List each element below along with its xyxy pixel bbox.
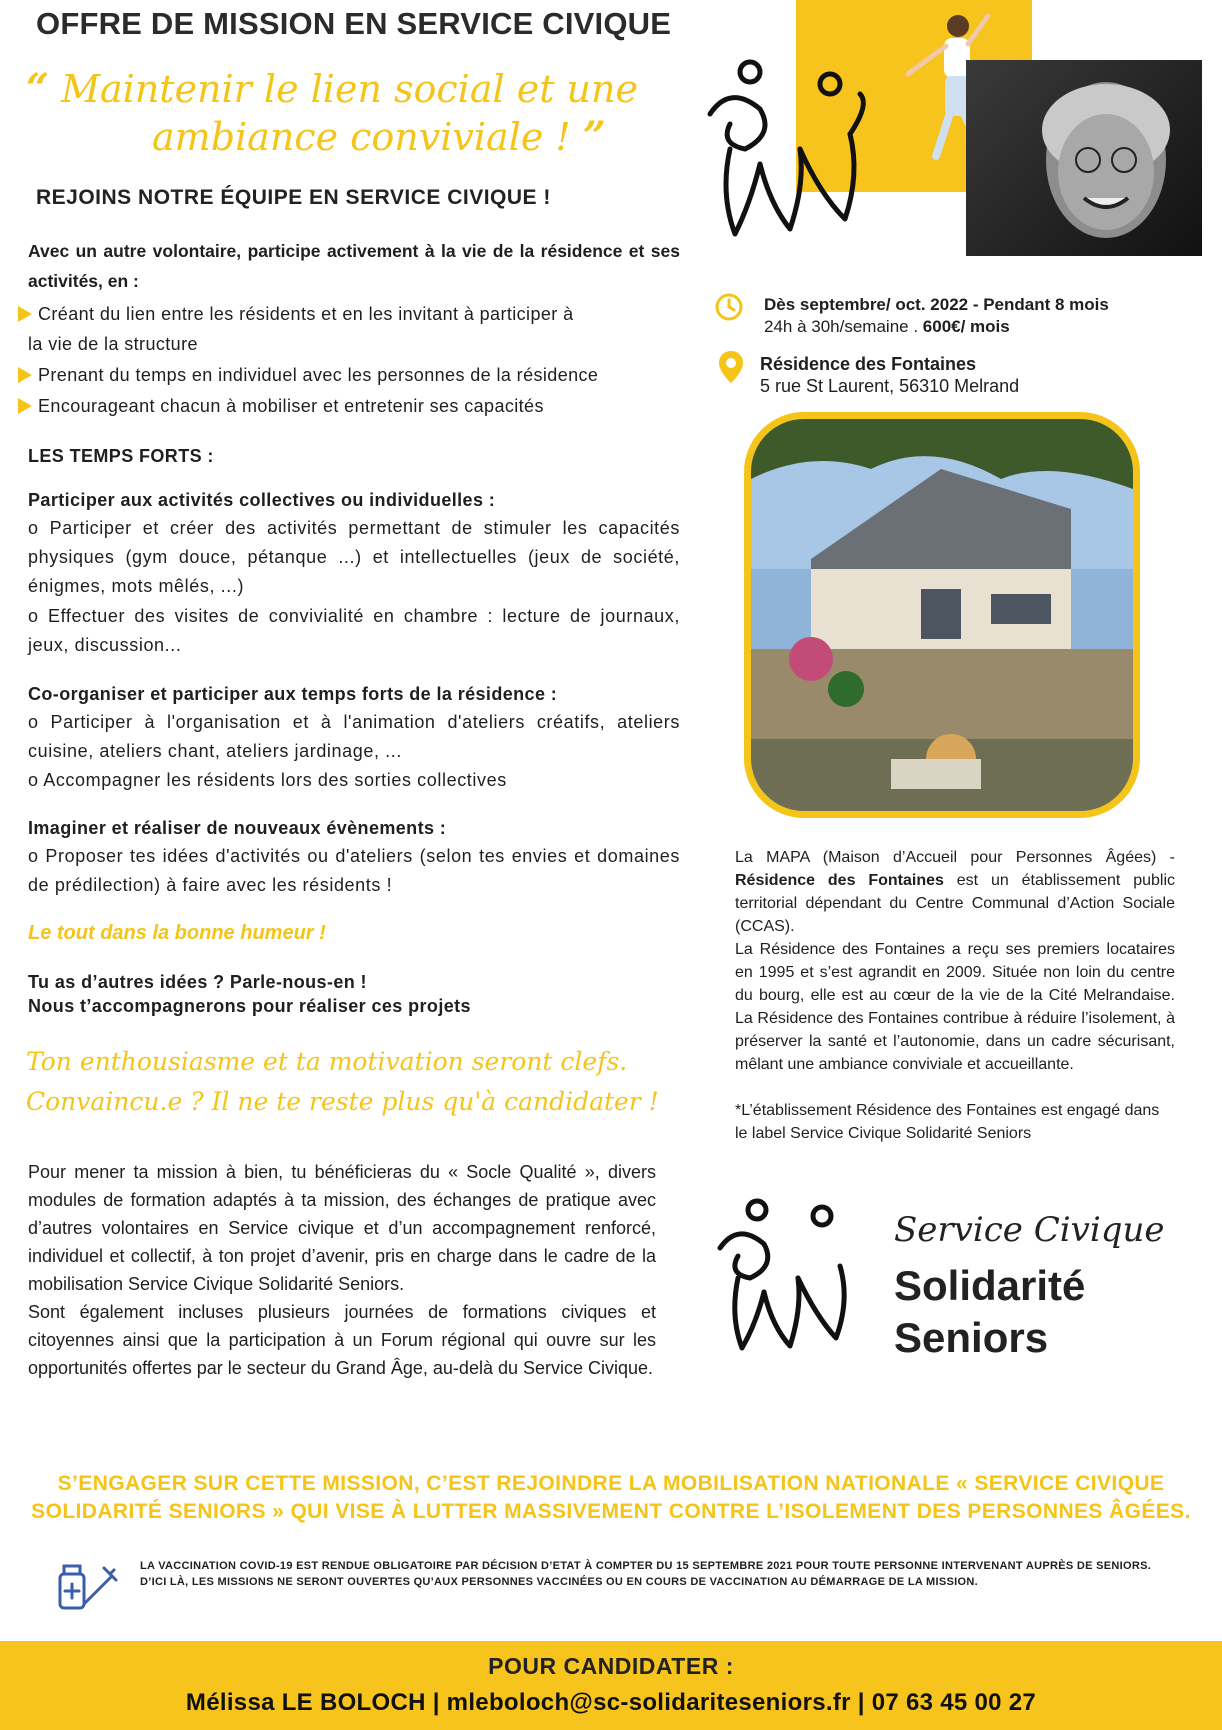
section-1-title: Participer aux activités collectives ou individuelles : (28, 490, 496, 510)
mapa-text-a: La MAPA (Maison d’Accueil pour Personnes Âgées) - (735, 849, 1175, 866)
bullet-arrow-icon (18, 306, 32, 322)
vaccine-icon (54, 1554, 118, 1618)
section-3-title: Imaginer et réaliser de nouveaux évènements : (28, 818, 447, 838)
support-line: Nous t’accompagnerons pour réaliser ces projets (28, 996, 471, 1016)
bullet-3 (18, 391, 680, 421)
quote-text-1: Maintenir le lien social et une (61, 67, 638, 111)
section-2-title: Co-organiser et participer aux temps forts de la résidence : (28, 684, 558, 704)
covid-notice (140, 1558, 1180, 1590)
covid-notice-1: LA VACCINATION COVID-19 EST RENDUE OBLIGATOIRE PAR DÉCISION D’ETAT À COMPTER DU 15 SEPTEMBRE 2021 POUR TOUTE PERSONNE INTERVENANT AUPRÈS DE SENIORS. (140, 1560, 1152, 1572)
dates-line: Dès septembre/ oct. 2022 - Pendant 8 mois (764, 295, 1109, 314)
page-title: OFFRE DE MISSION EN SERVICE CIVIQUE (36, 6, 672, 41)
mapa-text-b: Résidence des Fontaines (735, 872, 944, 889)
quote-text-2: ambiance conviviale ! (152, 115, 571, 159)
mapa-paragraph-1 (735, 846, 1175, 938)
apply-call-line: Convaincu.e ? Il ne te reste plus qu'à candidater ! (26, 1087, 659, 1116)
covid-notice-2: D’ICI LÀ, LES MISSIONS NE SERONT OUVERTES QU’AUX PERSONNES VACCINÉES OU EN COURS DE VACCINATION AU DÉMARRAGE DE LA MISSION. (140, 1576, 978, 1588)
headline-quote-line1 (26, 64, 638, 114)
bullet-arrow-icon (18, 367, 32, 383)
residence-photo (744, 412, 1140, 818)
training-text-2: Sont également incluses plusieurs journées de formations civiques et citoyennes ainsi que la participation à un Forum régional qui ouvre sur les opportunités offertes par le secteur du Grand Âge, au-delà du Service Civique. (28, 1302, 656, 1378)
mobilisation-statement: S’ENGAGER SUR CETTE MISSION, C’EST REJOINDRE LA MOBILISATION NATIONALE « SERVICE CIVIQUE SOLIDARITÉ SENIORS » QUI VISE À LUTTER MASSIVEMENT CONTRE L’ISOLEMENT DES PERSONNES ÂGÉES. (31, 1472, 1191, 1523)
logo-line-3: Seniors (894, 1314, 1049, 1361)
join-heading: REJOINS NOTRE ÉQUIPE EN SERVICE CIVIQUE ! (36, 186, 551, 209)
bullet-1 (18, 299, 680, 359)
enthusiasm-line: Ton enthousiasme et ta motivation seront clefs. (26, 1047, 628, 1076)
section-1-item-2: o Effectuer des visites de convivialité en chambre : lecture de journaux, jeux, discussion... (28, 606, 680, 655)
location-pin-icon (718, 350, 744, 389)
training-text-1: Pour mener ta mission à bien, tu bénéficieras du « Socle Qualité », divers modules de formation adaptés à ta mission, des échanges de pratique avec d’autres volontaires en Service civique et d’un accompagnement renforcé, individuel et collectif, à ton projet d’avenir, pris en charge dans le cadre de la mobilisation Service Civique Solidarité Seniors. (28, 1162, 656, 1294)
bullet-text: Encourageant chacun à mobiliser et entretenir ses capacités (38, 396, 544, 416)
allowance-text: 600€/ mois (922, 317, 1010, 336)
bullet-text: Créant du lien entre les résidents et en les invitant à participer à (38, 304, 574, 324)
bullet-2 (18, 360, 680, 390)
training-paragraph (28, 1158, 656, 1382)
section-1-item-1: o Participer et créer des activités permettant de stimuler les capacités physiques (gym douce, pétanque ...) et intellectuelles (jeux de société, énigmes, mots mêlés, ...) (28, 518, 680, 596)
mapa-description (735, 846, 1175, 1145)
intro-text: Avec un autre volontaire, participe activement à la vie de la résidence et ses activités, en : (28, 241, 680, 291)
logo-mark-icon (712, 1196, 882, 1356)
mapa-text-c: est un établissement public territorial dépendant du Centre Communal d’Action Sociale (CCAS). (735, 872, 1175, 935)
temps-forts-heading: LES TEMPS FORTS : (28, 446, 214, 466)
bullet-text-continued: la vie de la structure (28, 334, 198, 354)
section-2-item-2: o Accompagner les résidents lors des sorties collectives (28, 770, 507, 790)
contact-line[interactable]: Mélissa LE BOLOCH | mleboloch@sc-solidariteseniors.fr | 07 63 45 00 27 (185, 1689, 1037, 1716)
brand-mark-icon (700, 54, 900, 254)
residence-name: Résidence des Fontaines (760, 354, 977, 374)
bullet-arrow-icon (18, 398, 32, 414)
mapa-paragraph-2: La Résidence des Fontaines a reçu ses premiers locataires en 1995 et s’est agrandit en 2009. Située non loin du centre du bourg, elle est au cœur de la vie de la Cité Melrandaise. La Résidence des Fontaines contribue à réduire l’isolement, à préserver la santé et l’autonomie, dans un cadre sécurisant, mêlant une ambiance conviviale et accueillante. (735, 941, 1175, 1073)
senior-woman-photo (966, 60, 1202, 256)
quote-open-mark: “ (26, 65, 50, 112)
bullet-text: Prenant du temps en individuel avec les personnes de la résidence (38, 365, 599, 385)
other-ideas-line: Tu as d’autres idées ? Parle-nous-en ! (28, 972, 367, 992)
good-mood-line: Le tout dans la bonne humeur ! (28, 922, 326, 944)
hours-text: 24h à 30h/semaine . (764, 317, 923, 336)
section-3-item-1: o Proposer tes idées d'activités ou d'ateliers (selon tes envies et domaines de prédilection) à faire avec les résidents ! (28, 846, 680, 895)
headline-quote-line2 (152, 112, 606, 162)
logo-line-1: Service Civique (894, 1210, 1165, 1250)
clock-icon (714, 292, 744, 327)
residence-address: 5 rue St Laurent, 56310 Melrand (760, 376, 1020, 396)
section-2-item-1: o Participer à l'organisation et à l'animation d'ateliers créatifs, ateliers cuisine, ateliers chant, ateliers jardinage, ... (28, 712, 680, 761)
quote-close-mark: ” (582, 113, 606, 160)
mapa-paragraph-3: *L’établissement Résidence des Fontaines est engagé dans le label Service Civique Solidarité Seniors (735, 1102, 1160, 1142)
hours-line (764, 317, 1010, 337)
logo-line-2: Solidarité (894, 1262, 1086, 1309)
footer-title: POUR CANDIDATER : (488, 1653, 734, 1679)
